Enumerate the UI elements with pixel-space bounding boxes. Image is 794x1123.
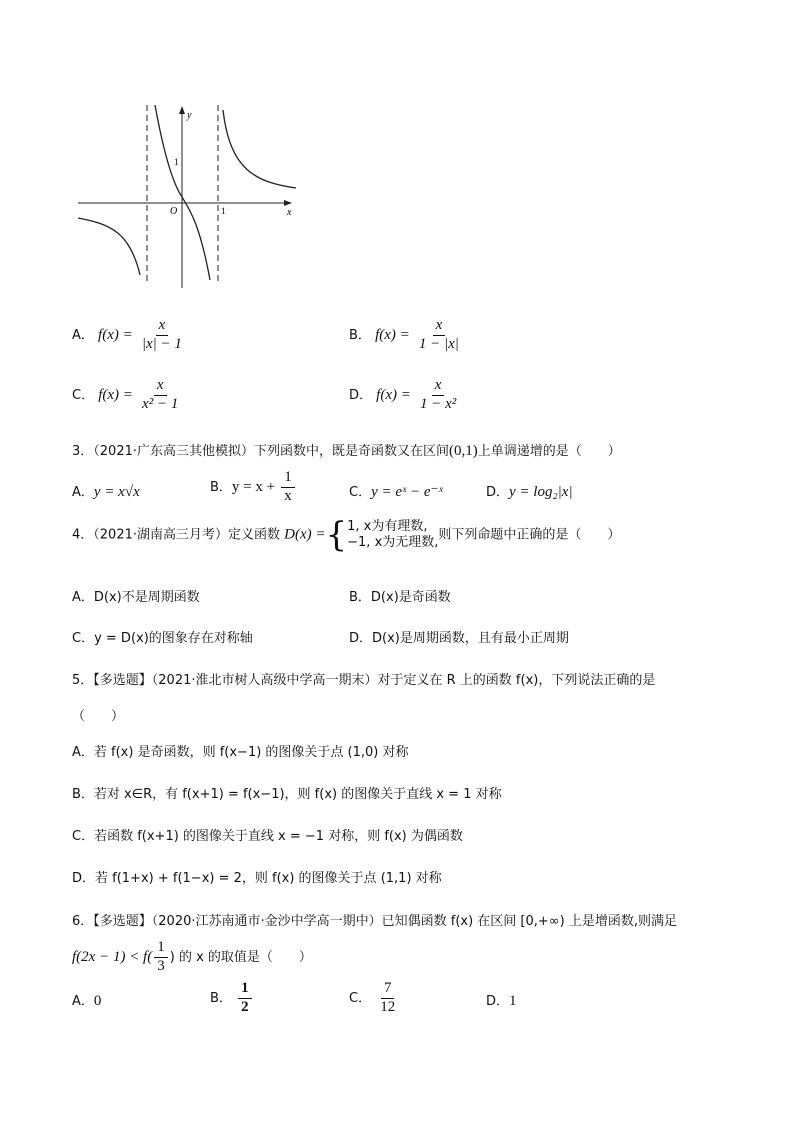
q5-option-c[interactable]: C．若函数 f(x+1) 的图像关于直线 x = −1 对称，则 f(x) 为偶函数 — [72, 829, 463, 844]
option-lhs: f(x) = — [375, 326, 410, 343]
q6-option-b[interactable]: B． $\frac{1}{2}$ — [210, 981, 254, 1016]
y-tick-1: 1 — [174, 157, 179, 167]
q6-fraction: $\frac{1}{3}$ — [154, 940, 168, 975]
q2-option-a[interactable] — [72, 318, 187, 353]
q4-function: D(x) = — [284, 526, 326, 543]
q5-option-d[interactable]: D．若 f(1+x) + f(1−x) = 2，则 f(x) 的图像关于点 (1,1) 对称 — [72, 871, 442, 886]
option-lhs: f(x) = — [98, 326, 133, 343]
q3-option-c[interactable]: C．y = eˣ − e⁻ˣ — [349, 484, 443, 500]
y-axis-label: y — [187, 110, 192, 121]
q4-cases: 1, x为有理数, −1, x为无理数, — [347, 518, 439, 550]
x-tick-1: 1 — [221, 206, 226, 216]
q5-option-b[interactable]: B．若对 x∈R，有 f(x+1) = f(x−1)，则 f(x) 的图像关于直线 x = 1 对称 — [72, 787, 502, 802]
q5-paren: （ ） — [72, 709, 125, 724]
q6-option-c[interactable]: C． $\frac{7}{12}$ — [349, 981, 400, 1016]
function-graph — [70, 100, 310, 290]
q4-option-b[interactable]: B．D(x)是奇函数 — [349, 590, 451, 605]
q5-stem: 5．【多选题】（2021·淮北市树人高级中学高一期末）对于定义在 R 上的函数 f(x)，下列说法正确的是 — [72, 673, 656, 688]
option-fraction: $\frac{x}{\text{1 − x²}}$ — [419, 377, 457, 412]
option-fraction: $\frac{7}{12}$ — [380, 980, 396, 1015]
q4-option-c[interactable]: C．y = D(x)的图象存在对称轴 — [72, 631, 253, 646]
q6-option-a[interactable]: A．0 — [72, 993, 102, 1009]
x-axis-arrow — [284, 200, 292, 206]
option-fraction: $\frac{x}{1 - |x|}$ — [418, 317, 459, 352]
q3-option-d[interactable]: D．y = log₂|x| — [486, 484, 573, 500]
q6-inequality: f(2x − 1) < f( $\frac{1}{3}$ ) 的 x 的取值是（ ） — [72, 939, 312, 974]
q6-option-d[interactable]: D．1 — [486, 993, 517, 1009]
curve-right-branch — [223, 110, 296, 188]
option-lhs: f(x) = — [376, 386, 411, 403]
origin-label: O — [170, 206, 178, 217]
curve-left-branch — [78, 218, 140, 275]
q3-interval: (0,1) — [449, 443, 478, 459]
q4-option-d[interactable]: D．D(x)是周期函数，且有最小正周期 — [349, 631, 569, 646]
q4-stem: 4．（2021·湖南高三月考）定义函数 D(x) ={ 1, x为有理数, −1, x为无理数, 则下列命题中正确的是（ ） — [72, 515, 621, 555]
option-letter: D． — [349, 387, 373, 403]
option-lhs: f(x) = — [98, 386, 133, 403]
option-letter: C． — [72, 387, 95, 403]
q3-stem: 3．（2021·广东高三其他模拟）下列函数中，既是奇函数又在区间(0,1)上单调递增的是（ ） — [72, 443, 621, 459]
q5-option-a[interactable]: A．若 f(x) 是奇函数，则 f(x−1) 的图像关于点 (1,0) 对称 — [72, 745, 409, 760]
option-fraction: $\frac{x}{\text{x² − 1}}$ — [142, 377, 179, 412]
q3-option-a[interactable]: A．y = x√x — [72, 484, 140, 500]
option-letter: B． — [349, 327, 371, 343]
x-axis-label: x — [287, 207, 292, 218]
left-brace: { — [325, 515, 348, 555]
q3-option-b[interactable]: B．y = x + $\frac{1}{x}$ — [210, 470, 297, 505]
option-letter: A． — [72, 327, 94, 343]
option-fraction: $\frac{1}{x}$ — [281, 470, 295, 505]
q6-stem: 6．【多选题】（2020·江苏南通市·金沙中学高一期中）已知偶函数 f(x) 在区间 [0,+∞) 上是增函数,则满足 — [72, 914, 677, 929]
option-fraction: $\frac{x}{|x| - 1}$ — [141, 317, 182, 352]
q2-option-b[interactable] — [349, 318, 464, 353]
y-axis-arrow — [179, 106, 185, 114]
q4-option-a[interactable]: A．D(x)不是周期函数 — [72, 590, 200, 605]
q2-option-c[interactable] — [72, 378, 183, 413]
q2-option-d[interactable] — [349, 378, 461, 413]
option-fraction: $\frac{1}{2}$ — [238, 981, 252, 1016]
